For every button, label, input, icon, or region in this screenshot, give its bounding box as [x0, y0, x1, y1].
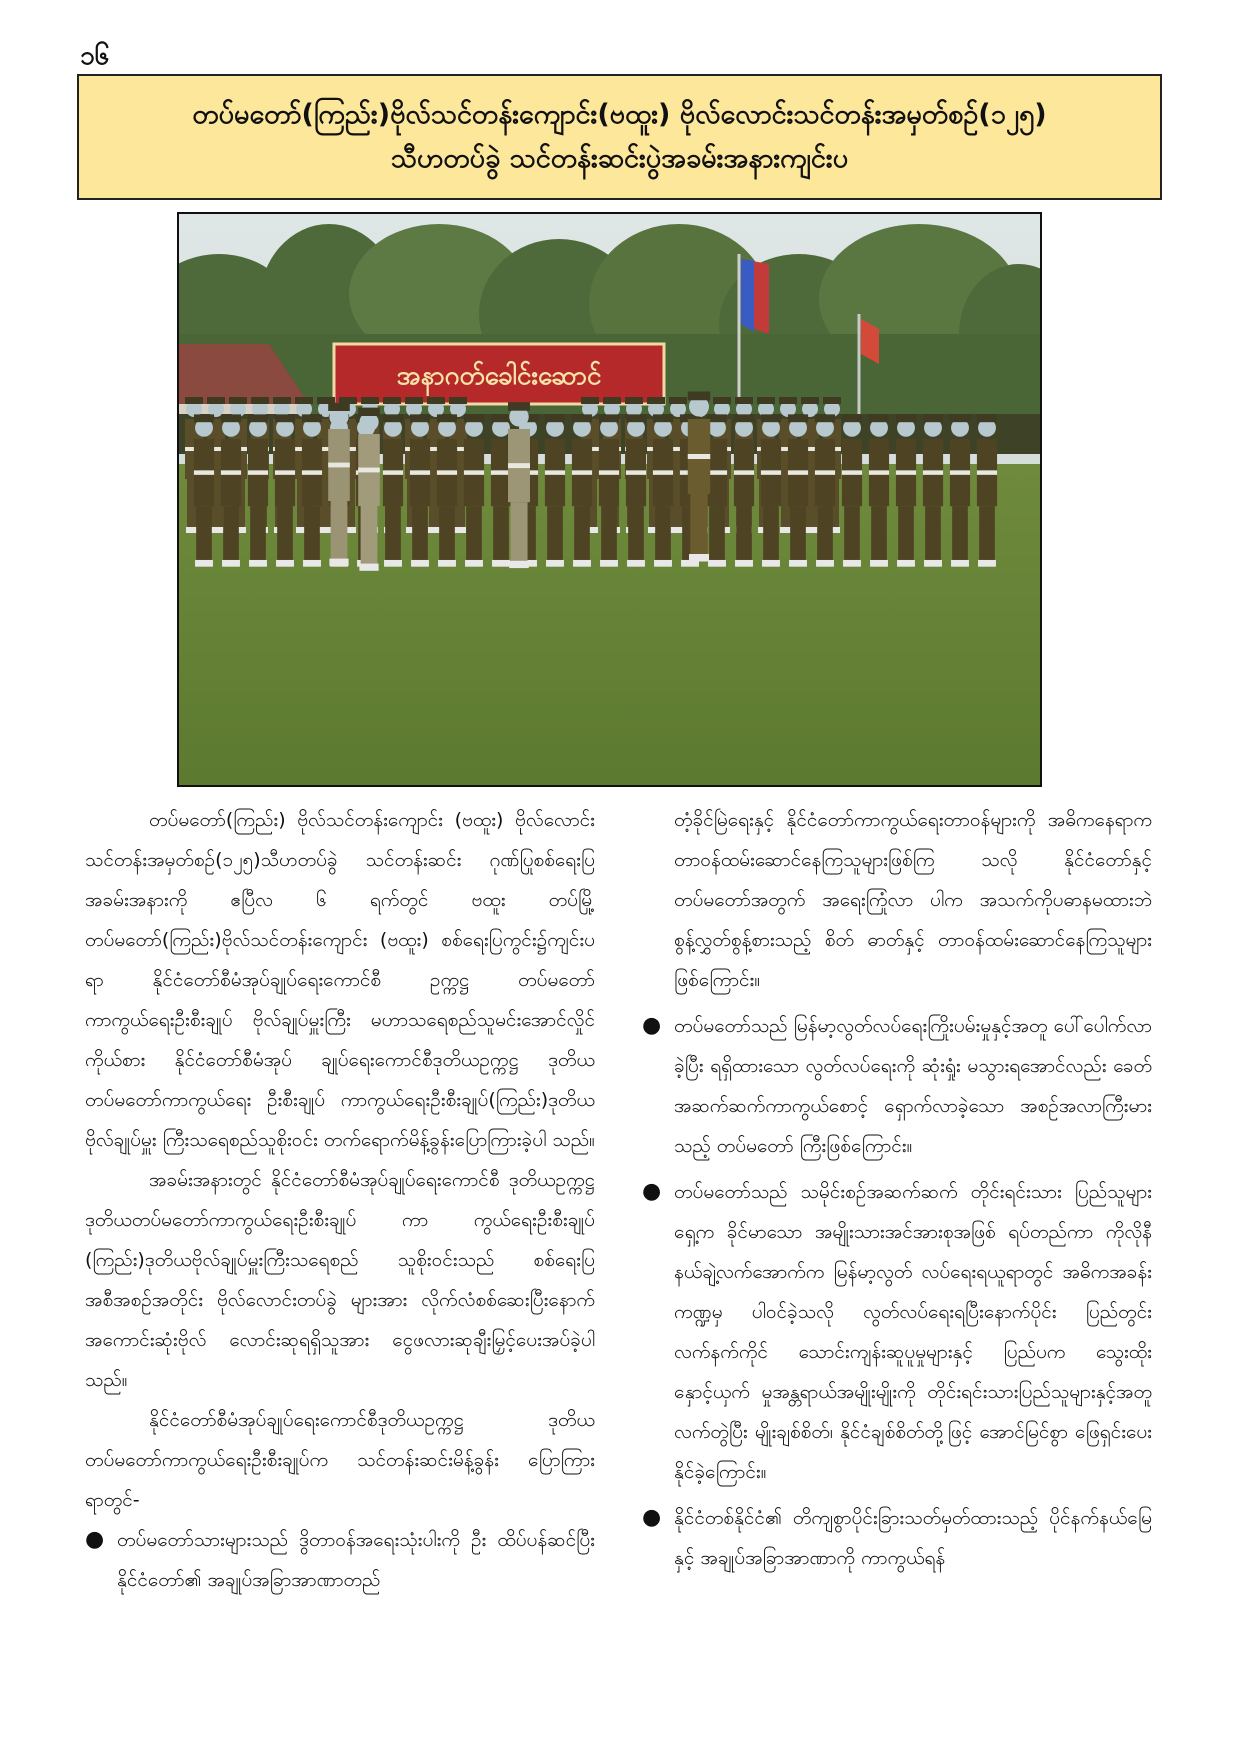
- banner-text: အနာဂတ်ခေါင်းဆောင်: [396, 361, 602, 391]
- bullet-icon: ●: [642, 1013, 662, 1038]
- bullet-continuation: [642, 800, 1152, 1000]
- left-column: [85, 800, 595, 1606]
- parade-banner: [334, 344, 664, 404]
- bullet-icon: ●: [85, 1527, 105, 1552]
- bullet-text: တပ်မတော်သည် မြန်မာ့လွတ်လပ်ရေးကြိုးပမ်းမှုနှင့်အတူ ပေါ်ပေါက်လာခဲ့ပြီး ရရှိထားသော လွတ်လပ်ရေးကို ဆုံးရှုံး မသွားရအောင်လည်း ခေတ်အဆက်ဆက်ကာကွယ်စောင့် ရှောက်လာခဲ့သော အစဉ်အလာကြီးမားသည့် တပ်မတော် ကြီးဖြစ်ကြောင်း။: [674, 1015, 1152, 1157]
- article-paragraph: တပ်မတော်(ကြည်း) ဗိုလ်သင်တန်းကျောင်း (ဗထူး) ဗိုလ်လောင်းသင်တန်းအမှတ်စဉ်(၁၂၅)သီဟတပ်ခွဲ သင်တန်းဆင်း ဂုဏ်ပြုစစ်ရေးပြအခမ်းအနားကို ဧပြီလ ၆ ရက်တွင် ဗထူး တပ်မြို့ တပ်မတော်(ကြည်း)ဗိုလ်သင်တန်းကျောင်း (ဗထူး) စစ်ရေးပြကွင်း၌ကျင်းပရာ နိုင်ငံတော်စီမံအုပ်ချုပ်ရေးကောင်စီ ဥက္ကဋ္ဌ တပ်မတော်ကာကွယ်ရေးဦးစီးချုပ် ဗိုလ်ချုပ်မှူးကြီး မဟာသရေစည်သူမင်းအောင်လှိုင်ကိုယ်စား နိုင်ငံတော်စီမံအုပ် ချုပ်ရေးကောင်စီဒုတိယဥက္ကဋ္ဌ ဒုတိယတပ်မတော်ကာကွယ်ရေး ဦးစီးချုပ် ကာကွယ်ရေးဦးစီးချုပ်(ကြည်း)ဒုတိယဗိုလ်ချုပ်မှူး ကြီးသရေစည်သူစိုးဝင်း တက်ရောက်မိန့်ခွန်းပြောကြားခဲ့ပါ သည်။: [85, 809, 595, 1151]
- article-paragraph: နိုင်ငံတော်စီမံအုပ်ချုပ်ရေးကောင်စီဒုတိယဥက္ကဋ္ဌ ဒုတိယ တပ်မတော်ကာကွယ်ရေးဦးစီးချုပ်က သင်တန်းဆင်းမိန့်ခွန်း ပြောကြားရာတွင်-: [85, 1409, 595, 1511]
- bullet-text: တံ့ခိုင်မြဲရေးနှင့် နိုင်ငံတော်ကာကွယ်ရေးတာဝန်များကို အဓိကနေရာက တာဝန်ထမ်းဆောင်နေကြသူများဖြစ်ကြ သလို နိုင်ငံတော်နှင့် တပ်မတော်အတွက် အရေးကြုံလာ ပါက အသက်ကိုပဓာနမထားဘဲ စွန့်လွှတ်စွန့်စားသည့် စိတ် ဓာတ်နှင့် တာဝန်ထမ်းဆောင်နေကြသူများဖြစ်ကြောင်း။: [674, 809, 1152, 991]
- article-paragraph: အခမ်းအနားတွင် နိုင်ငံတော်စီမံအုပ်ချုပ်ရေးကောင်စီ ဒုတိယဥက္ကဋ္ဌ ဒုတိယတပ်မတော်ကာကွယ်ရေးဦးစီးချုပ် ကာ ကွယ်ရေးဦးစီးချုပ် (ကြည်း)ဒုတိယဗိုလ်ချုပ်မှူးကြီးသရေစည် သူစိုးဝင်းသည် စစ်ရေးပြအစီအစဉ်အတိုင်း ဗိုလ်လောင်းတပ်ခွဲ များအား လိုက်လံစစ်ဆေးပြီးနောက် အကောင်းဆုံးဗိုလ် လောင်းဆုရရှိသူအား ငွေဖလားဆုချီးမြှင့်ပေးအပ်ခဲ့ပါ သည်။: [85, 1169, 595, 1391]
- headline-line-1: တပ်မတော်(ကြည်း)ဗိုလ်သင်တန်းကျောင်း(ဗထူး) ဗိုလ်လောင်းသင်တန်းအမှတ်စဉ်(၁၂၅): [192, 99, 1047, 130]
- bullet-text: တပ်မတော်သည် သမိုင်းစဉ်အဆက်ဆက် တိုင်းရင်းသား ပြည်သူများရှေ့က ခိုင်မာသော အမျိုးသားအင်အားစုအဖြစ် ရပ်တည်ကာ ကိုလိုနီနယ်ချဲ့လက်အောက်က မြန်မာ့လွတ် လပ်ရေးရယူရာတွင် အဓိကအခန်းကဏ္ဍမှ ပါဝင်ခဲ့သလို လွတ်လပ်ရေးရပြီးနောက်ပိုင်း ပြည်တွင်းလက်နက်ကိုင် သောင်းကျန်းဆူပူမှုများနှင့် ပြည်ပက သွေးထိုးနှောင့်ယှက် မှုအန္တရာယ်အမျိုးမျိုးကို တိုင်းရင်းသားပြည်သူများနှင့်အတူ လက်တွဲပြီး မျိုးချစ်စိတ်၊ နိုင်ငံချစ်စိတ်တို့ဖြင့် အောင်မြင်စွာ ဖြေရှင်းပေးနိုင်ခဲ့ကြောင်း။: [674, 1181, 1152, 1483]
- page-number: ၁၆: [80, 41, 110, 71]
- bullet-item: [642, 1006, 1152, 1166]
- headline-box: [77, 74, 1162, 200]
- bullet-item: [85, 1520, 595, 1600]
- headline-line-2: သီဟတပ်ခွဲ သင်တန်းဆင်းပွဲအခမ်းအနားကျင်းပ: [390, 143, 849, 174]
- bullet-item: [642, 1172, 1152, 1492]
- soldier-rows: [179, 392, 1040, 571]
- bullet-icon: ●: [642, 1179, 662, 1204]
- parade-photo: [177, 212, 1042, 787]
- bullet-text: နိုင်ငံတစ်နိုင်ငံ၏ တိကျစွာပိုင်းခြားသတ်မှတ်ထားသည့် ပိုင်နက်နယ်မြေနှင့် အချုပ်အခြာအာဏာကို ကာကွယ်ရန်: [674, 1507, 1152, 1569]
- bullet-item: [642, 1498, 1152, 1578]
- bullet-text: တပ်မတော်သားများသည် ဒွိတာဝန်အရေးသုံးပါးကို ဦး ထိပ်ပန်ဆင်ပြီး နိုင်ငံတော်၏ အချုပ်အခြာအာဏာတည်: [117, 1529, 595, 1591]
- bullet-icon: ●: [642, 1505, 662, 1530]
- right-column: [642, 800, 1152, 1584]
